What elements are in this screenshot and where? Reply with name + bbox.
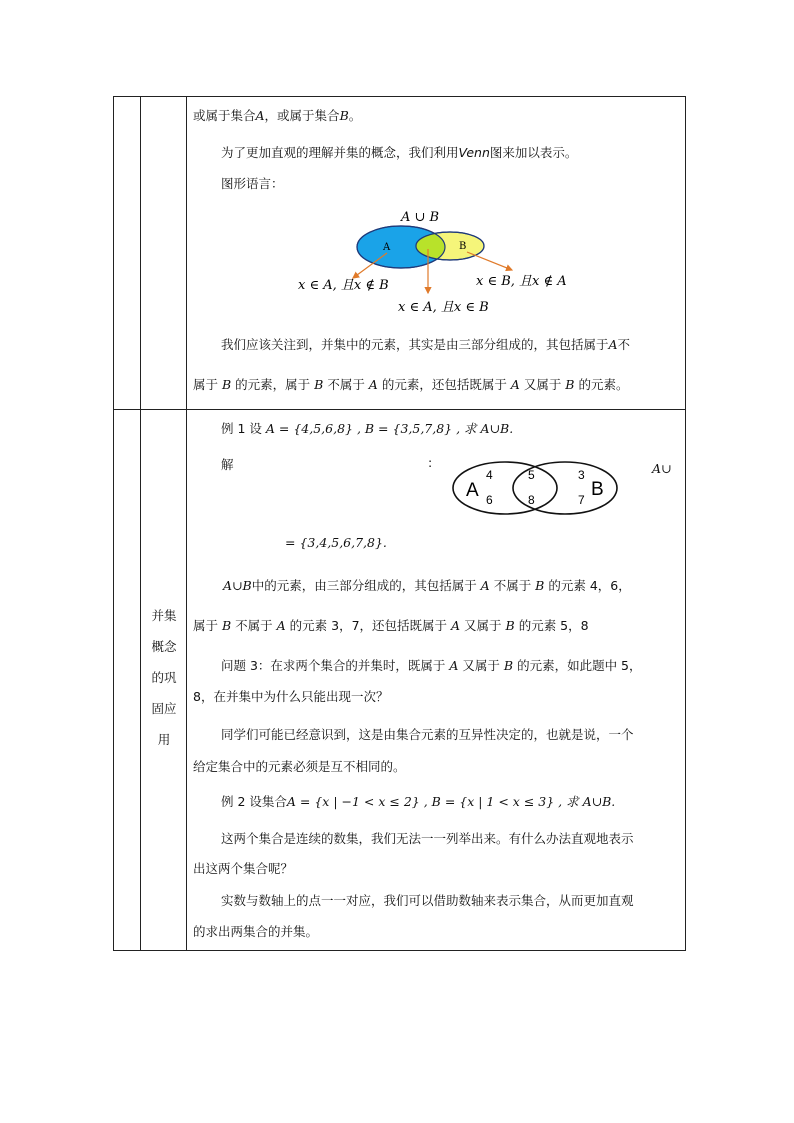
example-2: 例 2 设集合A = {x | −1 < x ≤ 2} , B = {x | 1 < x ≤ 3} , 求 A∪B.: [221, 794, 616, 809]
venn-caption-middle: x ∈ A, 且x ∈ B: [398, 300, 489, 315]
solution-label: 解: [221, 457, 234, 472]
solution-union-tail: A∪: [652, 461, 672, 476]
solution-colon: :: [428, 455, 433, 470]
venn-caption-right: x ∈ B, 且x ∉ A: [476, 274, 567, 289]
answer-line2: 给定集合中的元素必须是互不相同的。: [193, 759, 406, 774]
continuous-set-line1: 这两个集合是连续的数集，我们无法一一列举出来。有什么办法直观地表示: [221, 831, 634, 846]
number-axis-line1: 实数与数轴上的点一一对应，我们可以借助数轴来表示集合，从而更加直观: [221, 893, 634, 908]
table-border-right: [685, 96, 686, 951]
example1-venn-diagram: [448, 457, 628, 519]
question-3-line2: 8，在并集中为什么只能出现一次？: [193, 689, 389, 704]
number-axis-line2: 的求出两集合的并集。: [193, 924, 319, 939]
continuous-set-line2: 出这两个集合呢？: [193, 861, 294, 876]
example-1: 例 1 设 A = {4,5,6,8} , B = {3,5,7,8} , 求 A∪B.: [221, 421, 514, 436]
venn2-label-b: B: [591, 479, 604, 500]
venn-arrow-right: [467, 252, 512, 270]
three-parts-paragraph-line2: 属于 B 的元素，属于 B 不属于 A 的元素，还包括既属于 A 又属于 B 的元素。: [193, 377, 629, 392]
table-column-divider-2: [186, 96, 187, 951]
venn-top-label: A ∪ B: [401, 210, 440, 225]
table-border-left: [113, 96, 114, 951]
answer-line1: 同学们可能已经意识到，这是由集合元素的互异性决定的，也就是说，一个: [221, 727, 634, 742]
venn2-label-a: A: [466, 480, 479, 501]
venn-intro-paragraph: 为了更加直观的理解并集的概念，我们利用Venn图来加以表示。: [221, 145, 578, 160]
venn2-a-only-top: 4: [486, 468, 493, 482]
venn2-both-top: 5: [528, 468, 535, 482]
table-column-divider-1: [140, 96, 141, 951]
union-parts-line2: 属于 B 不属于 A 的元素 3，7，还包括既属于 A 又属于 B 的元素 5，8: [193, 618, 589, 633]
venn-caption-left: x ∈ A, 且x ∉ B: [298, 278, 389, 293]
graphic-language-label: 图形语言：: [221, 176, 284, 191]
venn2-b-only-bottom: 7: [578, 493, 585, 507]
question-3-line1: 问题 3：在求两个集合的并集时，既属于 A 又属于 B 的元素，如此题中 5，: [221, 658, 642, 673]
venn2-a-only-bottom: 6: [486, 493, 493, 507]
table-border-top: [113, 96, 686, 97]
table-border-bottom: [113, 950, 686, 951]
venn-label-b: B: [459, 241, 467, 252]
lesson-table: [113, 96, 686, 951]
venn2-b-only-top: 3: [578, 468, 585, 482]
three-parts-paragraph-line1: 我们应该关注到，并集中的元素，其实是由三部分组成的，其包括属于A不: [221, 337, 631, 352]
union-venn-diagram: [283, 200, 603, 320]
category-cell: 并集 概念 的巩 固应 用: [151, 608, 177, 747]
table-row-divider: [113, 409, 686, 410]
union-definition-line: 或属于集合A，或属于集合B。: [193, 108, 362, 123]
union-parts-line1: A∪B中的元素，由三部分组成的，其包括属于 A 不属于 B 的元素 4，6，: [223, 578, 631, 593]
solution-result: = {3,4,5,6,7,8}.: [285, 535, 387, 550]
venn2-both-bottom: 8: [528, 493, 535, 507]
venn-label-a: A: [383, 242, 391, 253]
